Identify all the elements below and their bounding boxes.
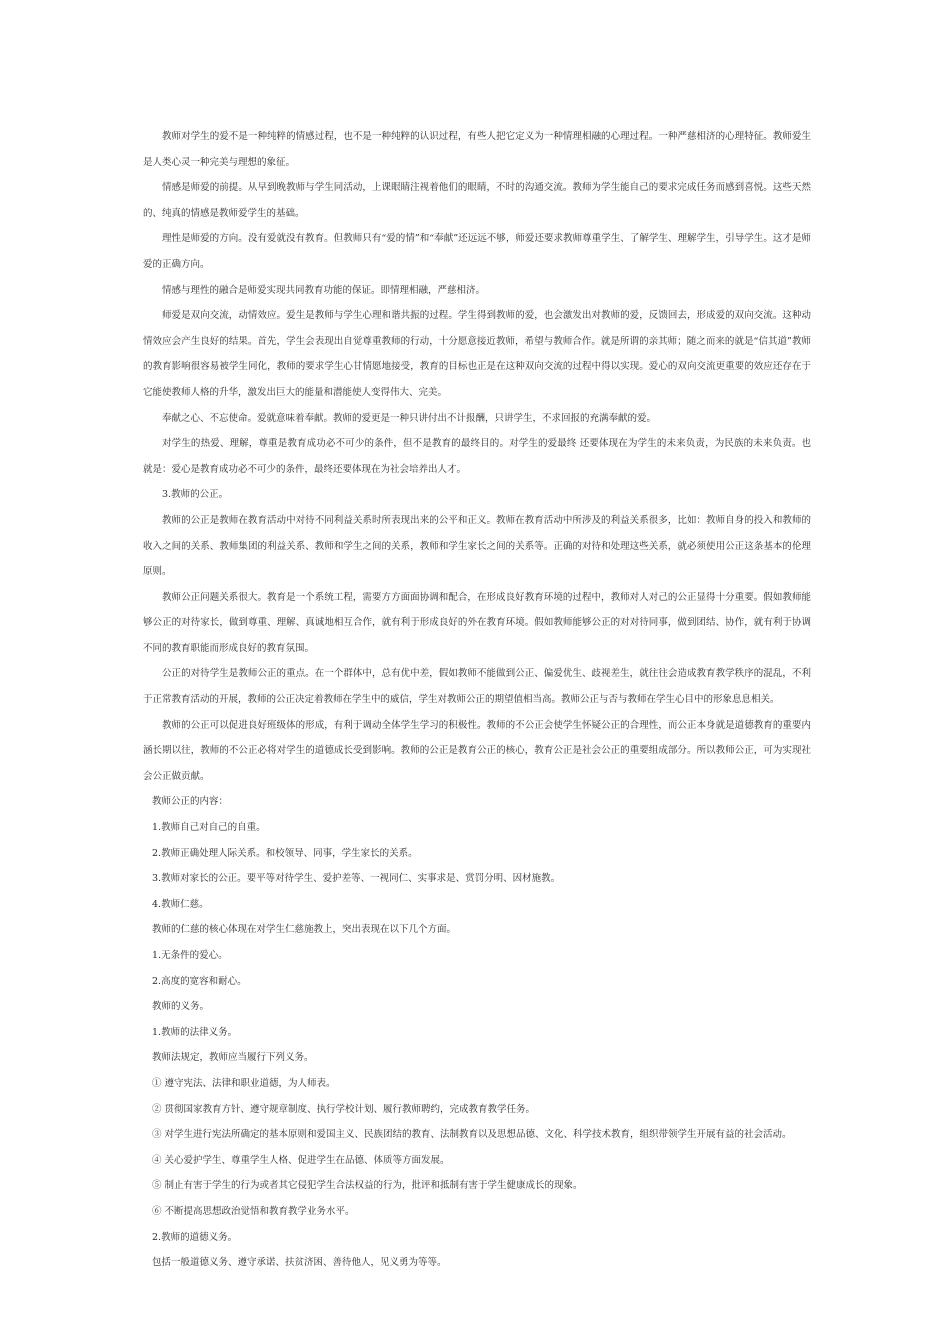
list-item: 1.教师的法律义务。	[152, 1026, 238, 1038]
list-item: ③ 对学生进行宪法所确定的基本原则和爱国主义、民族团结的教育、法制教育以及思想品德、文化、科学技术教育，组织带领学生开展有益的社会活动。	[152, 1129, 792, 1141]
paragraph: 教师公正问题关系很大。教育是一个系统工程，需要方方面面协调和配合，在形成良好教育环境的过程中，教师对人对己的公正显得十分重要。假如教师能够公正的对待家长，做到尊重、理解、真诚地相互合作，就有利于形成良好的外在教育环境。假如教师能够公正的对对待同事，做到团结、协作，就有利于协调不同的教育职能而形成良好的教育氛围。	[143, 591, 811, 654]
paragraph: 理性是师爱的方向。没有爱就没有教育。但教师只有“爱的情”和“奉献”还远远不够，师爱还要求教师尊重学生、了解学生、理解学生，引导学生。这才是师爱的正确方向。	[143, 233, 811, 270]
paragraph: 教师的公正可以促进良好班级体的形成，有利于调动全体学生学习的积极性。教师的不公正会使学生怀疑公正的合理性，而公正本身就是道德教育的重要内涵长期以往，教师的不公正必将对学生的道德成长受到影响。教师的公正是教育公正的核心，教育公正是社会公正的重要组成部分。所以教师公正，可为实现社会公正做贡献。	[143, 719, 811, 782]
text-line: 包括一般道德义务、遵守承诺、扶贫济困、善待他人，见义勇为等等。	[152, 1257, 447, 1269]
list-item: ⑤ 制止有害于学生的行为或者其它侵犯学生合法权益的行为，批评和抵制有害于学生健康成长的现象。	[152, 1180, 583, 1192]
list-item: 2.教师的道德义务。	[152, 1231, 238, 1243]
list-item: ① 遵守宪法、法律和职业道德，为人师表。	[152, 1077, 336, 1089]
document-body	[143, 124, 811, 1276]
list-item: 2.教师正确处理人际关系。和校领导、同事，学生家长的关系。	[152, 847, 418, 859]
list-item: ⑥ 不断提高思想政治觉悟和教育教学业务水平。	[152, 1205, 355, 1217]
list-item: ② 贯彻国家教育方针、遵守规章制度、执行学校计划、履行教师聘约，完成教育教学任务。	[152, 1103, 536, 1115]
paragraph: 奉献之心、不忘使命。爱就意味着奉献。教师的爱更是一种只讲付出不计报酬，只讲学生，不求回报的充满奉献的爱。	[162, 412, 657, 424]
paragraph: 公正的对待学生是教师公正的重点。在一个群体中，总有优中差，假如教师不能做到公正、偏爱优生、歧视差生，就往往会造成教育教学秩序的混乱，不利于正常教育活动的开展，教师的公正决定着教师在学生中的威信，学生对教师公正的期望值相当高。教师公正与否与教师在学生心目中的形象息息相关。	[143, 668, 811, 706]
section-heading: 4.教师仁慈。	[152, 898, 209, 910]
paragraph: 教师对学生的爱不是一种纯粹的情感过程，也不是一种纯粹的认识过程，有些人把它定义为一种情理相融的心理过程。一种严慈相济的心理特征。教师爱生是人类心灵一种完美与理想的象征。	[143, 131, 811, 168]
list-item: 1.无条件的爱心。	[152, 950, 228, 961]
paragraph: 情感与理性的融合是师爱实现共同教育功能的保证。即情理相融，严慈相济。	[162, 284, 486, 296]
list-item: ④ 关心爱护学生、尊重学生人格、促进学生在品德、体质等方面发展。	[152, 1154, 450, 1166]
paragraph: 对学生的热爱、理解，尊重是教育成功必不可少的条件，但不是教育的最终目的。对学生的爱最终 还要体现在为学生的未来负责，为民族的未来负责。也就是：爱心是教育成功必不可少的条件，最终还要体现在为社会培养出人才。	[143, 438, 811, 475]
text-line: 教师的仁慈的核心体现在对学生仁慈施教上，突出表现在以下几个方面。	[152, 924, 457, 936]
paragraph: 情感是师爱的前提。从早到晚教师与学生同活动，上课眼睛注视着他们的眼睛，不时的沟通交流。教师为学生能自己的要求完成任务而感到喜悦。这些天然的、纯真的情感是教师爱学生的基础。	[143, 182, 811, 219]
paragraph: 师爱是双向交流，动情效应。爱生是教师与学生心理和谐共振的过程。学生得到教师的爱，也会激发出对教师的爱，反馈回去，形成爱的双向交流。这种动情效应会产生良好的结果。首先，学生会表现出自觉尊重教师的行动，十分愿意接近教师，希望与教师合作。就是所谓的亲其师；随之而来的就是“信其道”教师的教育影响很容易被学生同化，教师的要求学生心甘情愿地接受，教育的目标也正是在这种双向交流的过程中得以实现。爱心的双向交流更重要的效应还存在于它能使教师人格的升华，激发出巨大的能量和潜能使人变得伟大、完美。	[143, 310, 811, 398]
list-item: 1.教师自己对自己的自重。	[152, 822, 266, 834]
section-heading: 教师的义务。	[152, 1001, 210, 1013]
paragraph: 教师的公正是教师在教育活动中对待不同利益关系时所表现出来的公平和正义。教师在教育活动中所涉及的利益关系很多，比如：教师自身的投入和教师的收入之间的关系、教师集团的利益关系、教师和学生之间的关系，教师和学生家长之间的关系等。正确的对待和处理这些关系，就必须使用公正这条基本的伦理原则。	[143, 514, 811, 578]
list-heading: 教师公正的内容：	[152, 796, 229, 808]
section-heading: 3.教师的公正。	[162, 489, 229, 501]
list-item: 3.教师对家长的公正。要平等对待学生、爱护差等、一视同仁、实事求是、赏罚分明、因材施教。	[152, 873, 561, 885]
text-line: 教师法规定，教师应当履行下列义务。	[152, 1052, 314, 1064]
list-item: 2.高度的宽容和耐心。	[152, 975, 247, 987]
